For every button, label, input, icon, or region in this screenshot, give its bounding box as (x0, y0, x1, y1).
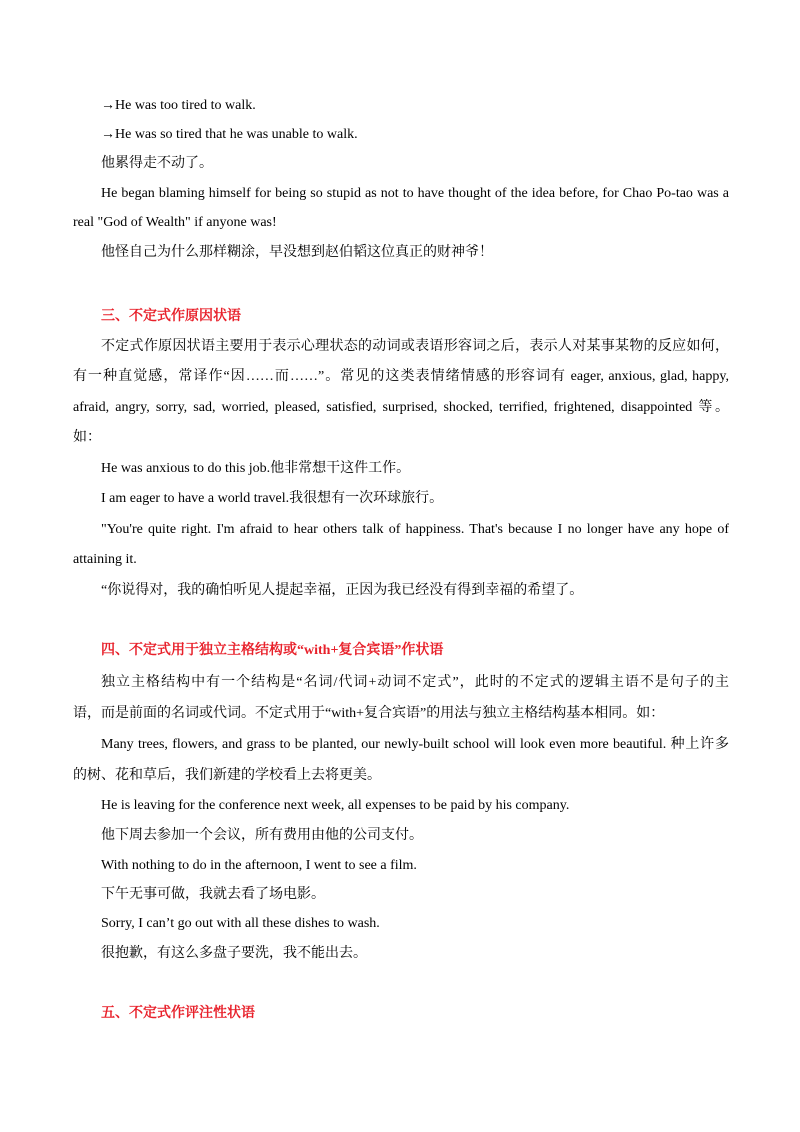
translation-line: 的树、花和草后，我们新建的学校看上去将更美。 (73, 768, 381, 783)
translation-line: 下午无事可做，我就去看了场电影。 (101, 887, 325, 902)
example-line: →He was so tired that he was unable to walk. (101, 127, 358, 142)
example-line: He is leaving for the conference next week, all expenses to be paid by his company. (101, 798, 570, 813)
section-heading-3: 三、不定式作原因状语 (101, 309, 241, 324)
example-line: He was anxious to do this job.他非常想干这件工作。 (101, 461, 411, 476)
example-line: Sorry, I can’t go out with all these dishes to wash. (101, 916, 380, 931)
paragraph-line: 独立主格结构中有一个结构是“名词/代词+动词不定式”，此时的不定式的逻辑主语不是句子的主 (101, 675, 729, 690)
example-line: "You're quite right. I'm afraid to hear others talk of happiness. That's because I no longer have any hope of (101, 522, 729, 537)
section-heading-5: 五、不定式作评注性状语 (101, 1006, 255, 1021)
paragraph-line: 语，而是前面的名词或代词。不定式用于“with+复合宾语”的用法与独立主格结构基本相同。如： (73, 706, 665, 721)
example-line: I am eager to have a world travel.我很想有一次环球旅行。 (101, 491, 444, 506)
example-line: real "God of Wealth" if anyone was! (73, 215, 277, 230)
translation-line: “你说得对，我的确怕听见人提起幸福，正因为我已经没有得到幸福的希望了。 (101, 583, 584, 598)
example-line: →He was too tired to walk. (101, 98, 256, 113)
example-line: Many trees, flowers, and grass to be planted, our newly-built school will look even more beautiful. 种上许多 (101, 737, 729, 752)
paragraph-line: afraid, angry, sorry, sad, worried, pleased, satisfied, surprised, shocked, terrified, frightened, disappointed 等。 (73, 400, 729, 415)
translation-line: 他累得走不动了。 (101, 156, 213, 171)
example-line: attaining it. (73, 552, 137, 567)
section-heading-4: 四、不定式用于独立主格结构或“with+复合宾语”作状语 (101, 643, 444, 658)
paragraph-line: 如： (73, 430, 101, 445)
paragraph-line: 不定式作原因状语主要用于表示心理状态的动词或表语形容词之后，表示人对某事某物的反应如何， (101, 339, 729, 354)
translation-line: 他怪自己为什么那样糊涂，早没想到赵伯韬这位真正的财神爷！ (101, 245, 493, 260)
translation-line: 很抱歉，有这么多盘子要洗，我不能出去。 (101, 946, 367, 961)
paragraph-line: 有一种直觉感，常译作“因……而……”。常见的这类表情绪情感的形容词有 eager, anxious, glad, happy, (73, 369, 729, 384)
example-line: He began blaming himself for being so stupid as not to have thought of the idea before, for Chao Po-tao was a (101, 186, 729, 201)
example-line: With nothing to do in the afternoon, I went to see a film. (101, 858, 417, 873)
translation-line: 他下周去参加一个会议，所有费用由他的公司支付。 (101, 828, 423, 843)
